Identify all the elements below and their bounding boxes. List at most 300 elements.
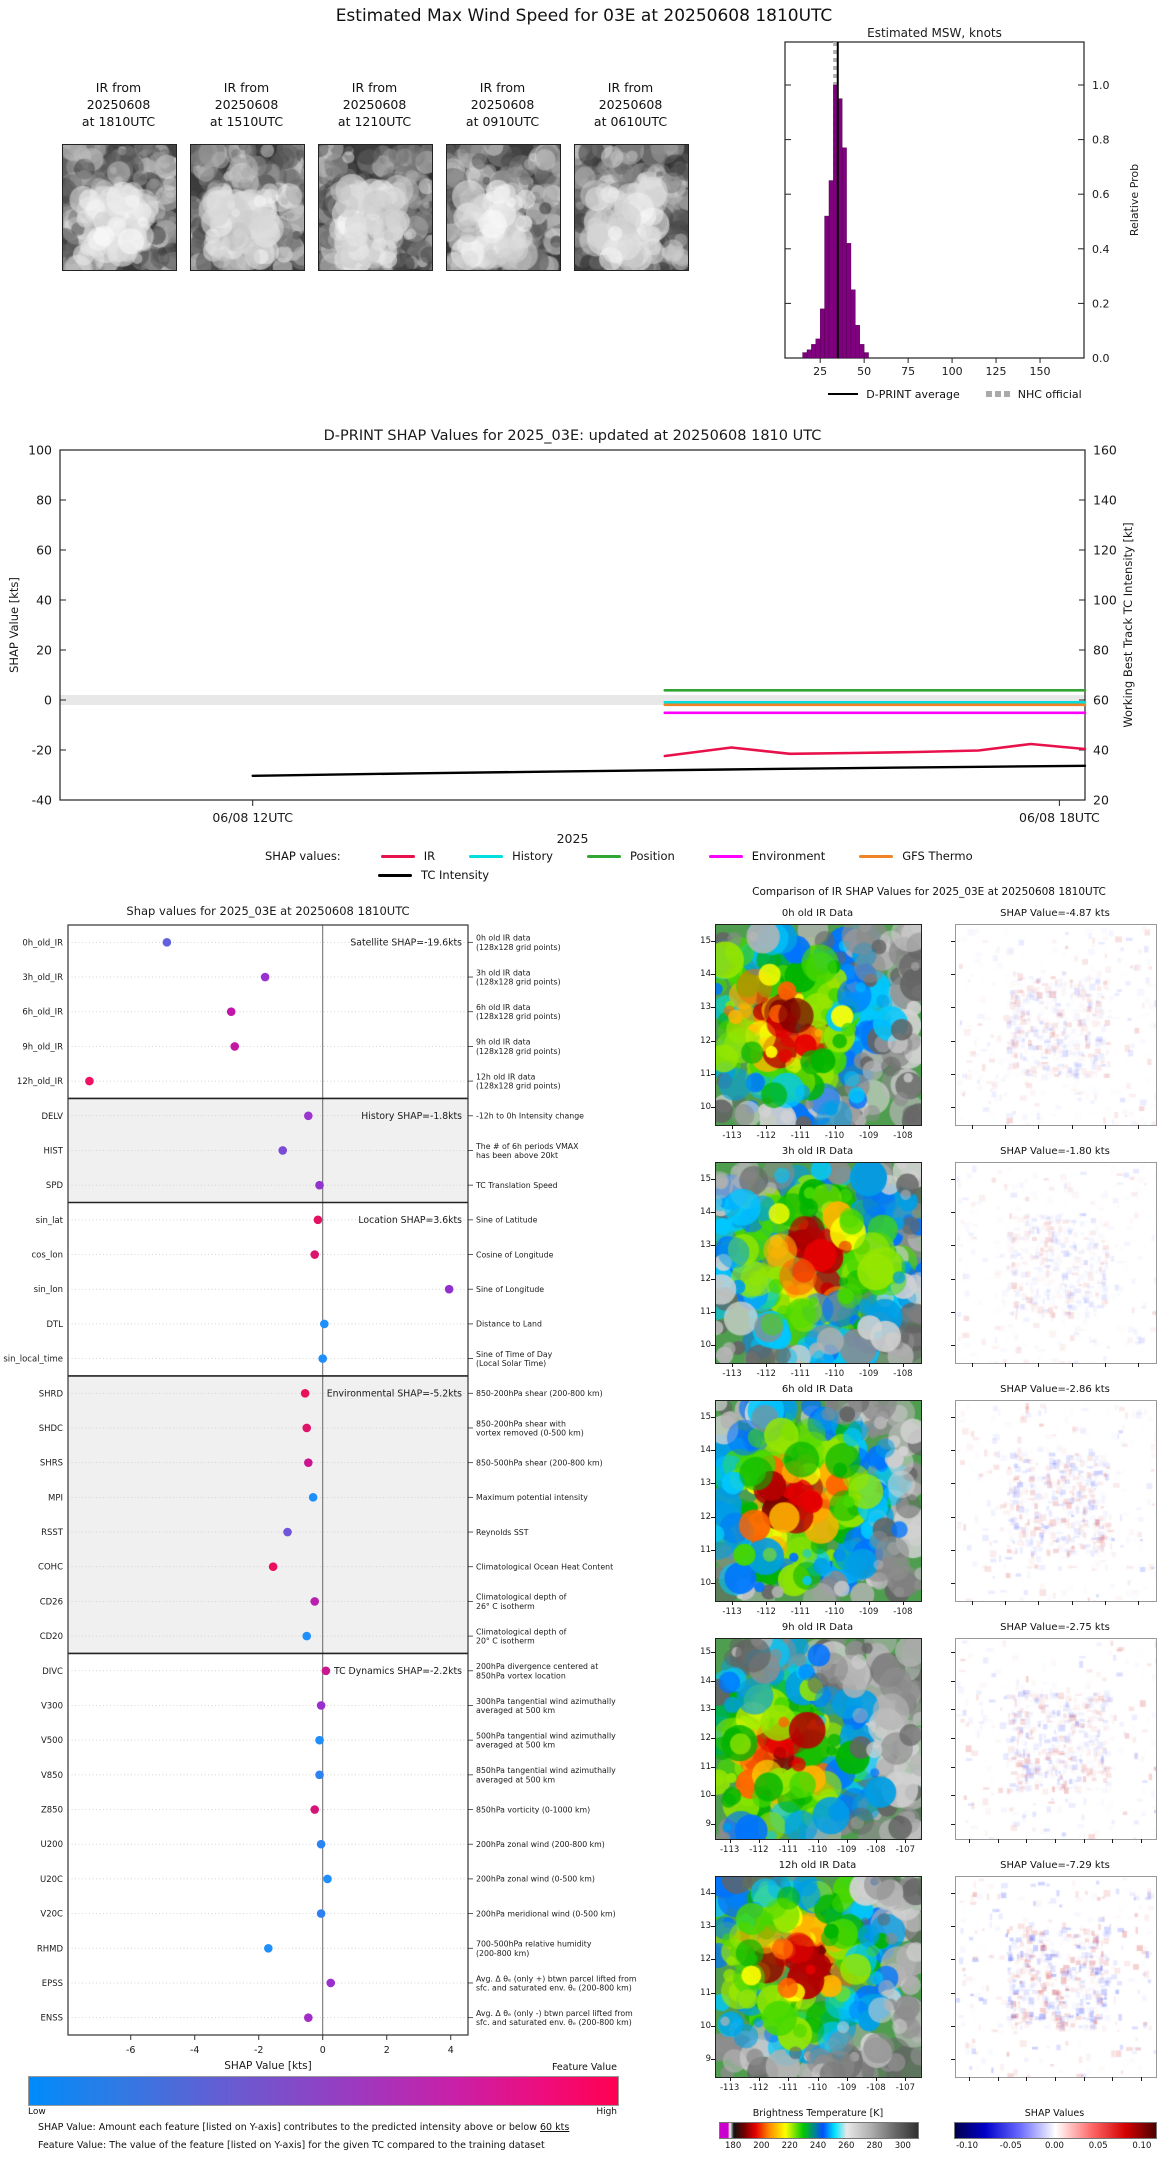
shap-xtick-mark — [1084, 1839, 1085, 1843]
ir-xtick-label: -113 — [722, 1607, 742, 1617]
ir-xtick-mark — [732, 1363, 733, 1367]
feature-dot-12h_old_IR — [85, 1077, 94, 1086]
feature-dot-HIST — [278, 1146, 287, 1155]
ir-xtick-mark — [903, 1363, 904, 1367]
nhc-dash-square — [1004, 391, 1010, 397]
x-tick-label: 100 — [941, 365, 963, 378]
x-tick-label: -4 — [189, 2045, 200, 2056]
feature-label-V850: V850 — [40, 1770, 63, 1781]
ir-panel-title: 9h old IR Data — [781, 1622, 854, 1633]
ir-panel-title: 12h old IR Data — [778, 1860, 857, 1871]
feature-desc-sin_lat: Sine of Latitude — [476, 1215, 538, 1225]
section-label: Location SHAP=3.6kts — [358, 1214, 462, 1226]
shap-cb-tick-label: 0.05 — [1088, 2141, 1108, 2151]
bt-colorbar — [719, 2122, 919, 2139]
feature-dot-U20C — [323, 1875, 332, 1884]
shap-xtick-mark — [969, 2077, 970, 2081]
shap-ytick-mark — [951, 1824, 955, 1825]
series-tc-intensity — [253, 766, 1085, 776]
ir-xtick-mark — [800, 1601, 801, 1605]
ir-thumb-label — [318, 80, 431, 131]
y-tick-label: 0.0 — [1092, 352, 1110, 365]
shap-ytick-mark — [951, 1007, 955, 1008]
shap-xtick-mark — [998, 1839, 999, 1843]
section-shading — [68, 1376, 468, 1654]
feature-dot-DTL — [320, 1320, 329, 1329]
ir-xtick-label: -113 — [722, 1131, 742, 1141]
feature-label-DIVC: DIVC — [42, 1666, 63, 1677]
ir-ytick-label: 11 — [700, 1307, 711, 1317]
ir-ytick-mark — [711, 1041, 715, 1042]
ir-ytick-mark — [711, 1550, 715, 1551]
ir-ytick-label: 10 — [700, 1790, 711, 1801]
ir-ytick-label: 12 — [700, 1511, 711, 1522]
histogram-legend — [745, 386, 1165, 402]
shap-ytick-mark — [951, 1074, 955, 1075]
y-tick-label-left: 40 — [36, 592, 52, 608]
histogram-svg — [740, 25, 1168, 385]
ir-ytick-mark — [711, 1245, 715, 1246]
feature-dot-sin_local_time — [318, 1354, 327, 1363]
feature-desc-V20C: 200hPa meridional wind (0-500 km) — [476, 1909, 616, 1919]
ir-ytick-mark — [711, 1074, 715, 1075]
ir-xtick-label: -110 — [824, 1131, 845, 1141]
shap-timeseries-chart — [0, 425, 1168, 845]
ir-xtick-mark — [788, 1839, 789, 1843]
ir-data-heatmap — [715, 924, 922, 1126]
legend-entry-gfs-thermo — [859, 849, 972, 863]
ir-ytick-mark — [711, 1926, 715, 1927]
dotplot-title: Shap values for 2025_03E at 20250608 1810UTC — [126, 904, 410, 918]
feature-desc-DIVC: 200hPa divergence centered at 850hPa vortex location — [476, 1662, 599, 1681]
shap-ytick-mark — [951, 1517, 955, 1518]
y-tick-label: 0.6 — [1092, 188, 1110, 202]
bt-tick-label: 280 — [866, 2141, 883, 2151]
page-title: Estimated Max Wind Speed for 03E at 20250608 1810UTC — [335, 6, 833, 26]
ir-xtick-mark — [847, 2077, 848, 2081]
ir-xtick-mark — [876, 2077, 877, 2081]
shap-xtick-mark — [1038, 1125, 1039, 1129]
shap-ytick-mark — [951, 1652, 955, 1653]
shap-ytick-mark — [951, 1279, 955, 1280]
feature-desc-HIST: The # of 6h periods VMAX has been above 20kt — [476, 1141, 579, 1160]
ir-ytick-label: 12 — [700, 1273, 711, 1284]
shap-ytick-mark — [951, 1483, 955, 1484]
shap-xtick-mark — [1005, 1363, 1006, 1367]
feature-desc-COHC: Climatological Ocean Heat Content — [476, 1562, 614, 1572]
shap-ytick-mark — [951, 1583, 955, 1584]
legend-swatch — [709, 855, 743, 858]
ir-ytick-mark — [711, 1681, 715, 1682]
shap-xtick-mark — [1084, 2077, 1085, 2081]
x-tick-label: 75 — [901, 365, 916, 378]
feature-dot-RHMD — [264, 1944, 273, 1953]
y-tick-label-left: -20 — [31, 742, 52, 758]
shap-xtick-mark — [972, 1601, 973, 1605]
y-tick-label-left: 80 — [36, 492, 52, 508]
shap-ytick-mark — [951, 1041, 955, 1042]
ir-xtick-label: -111 — [778, 1845, 798, 1855]
x-tick-label: -6 — [125, 2045, 136, 2056]
feature-desc-Z850: 850hPa vorticity (0-1000 km) — [476, 1805, 591, 1815]
legend-label: NHC official — [1017, 387, 1082, 401]
feature-dot-cos_lon — [310, 1250, 319, 1259]
ir-ytick-label: 13 — [700, 1240, 711, 1251]
legend-entry-nhc — [986, 388, 1082, 401]
y-tick-label-left: -40 — [31, 792, 52, 808]
shap-xtick-mark — [1105, 1363, 1106, 1367]
feature-label-SHDC: SHDC — [38, 1423, 63, 1434]
feature-dot-0h_old_IR — [163, 938, 172, 947]
ir-thumb-label-line: IR from — [607, 80, 654, 95]
feature-dot-U200 — [317, 1840, 326, 1849]
ir-thumb-label-line: 20250608 — [342, 96, 407, 112]
ir-ytick-label: 15 — [700, 1647, 711, 1658]
shap-xtick-mark — [1141, 2077, 1142, 2081]
shap-panel-title: SHAP Value=-2.75 kts — [1000, 1622, 1110, 1633]
ir-ytick-label: 10 — [700, 1578, 711, 1589]
shap-xtick-mark — [1105, 1601, 1106, 1605]
feature-dot-SHRS — [304, 1458, 313, 1467]
ir-ytick-mark — [711, 1450, 715, 1451]
y-tick-label: 0.2 — [1092, 297, 1110, 311]
shap-xtick-mark — [1138, 1601, 1139, 1605]
shap-ytick-mark — [951, 1738, 955, 1739]
ir-ytick-label: 13 — [700, 1002, 711, 1013]
ir-thumb-label-line: at 0910UTC — [465, 113, 540, 129]
feature-dot-sin_lon — [445, 1285, 454, 1294]
feature-label-V500: V500 — [40, 1736, 63, 1747]
y-tick-label-left: 60 — [36, 542, 52, 558]
feature-desc-CD26: Climatological depth of 26° C isotherm — [476, 1592, 567, 1611]
bt-tick-label: 260 — [838, 2141, 855, 2151]
ir-thumbnail-image — [62, 144, 177, 271]
ir-ytick-mark — [711, 1179, 715, 1180]
shap-values-heatmap — [955, 1162, 1157, 1364]
feature-desc-V500: 500hPa tangential wind azimuthally averaged at 500 km — [476, 1731, 616, 1750]
feature-dot-DIVC — [322, 1666, 331, 1675]
feature-dot-V500 — [315, 1736, 324, 1745]
y-tick-label-right: 160 — [1093, 442, 1117, 458]
ir-xtick-label: -112 — [749, 1845, 769, 1855]
shap-xtick-mark — [1026, 1839, 1027, 1843]
feature-shap-dotplot — [0, 895, 710, 2080]
ir-ytick-mark — [711, 1652, 715, 1653]
ir-thumb-label-line: at 1510UTC — [209, 113, 284, 129]
shap-panel-title: SHAP Value=-7.29 kts — [1000, 1860, 1110, 1871]
shap-xtick-mark — [1005, 1125, 1006, 1129]
ir-xtick-label: -108 — [866, 2083, 886, 2093]
feature-label-sin_local_time: sin_local_time — [3, 1354, 63, 1365]
ir-ytick-mark — [711, 941, 715, 942]
dotplot-svg — [0, 895, 710, 2080]
ir-ytick-label: 11 — [700, 1761, 711, 1772]
ir-xtick-mark — [800, 1125, 801, 1129]
footnote-shap-prefix: SHAP Value: Amount each feature [listed on Y-axis] contributes to the predicted intensity above or below — [38, 2122, 540, 2133]
ir-ytick-mark — [711, 1312, 715, 1313]
ir-ytick-label: 10 — [700, 2021, 711, 2031]
feature-label-CD26: CD26 — [39, 1597, 63, 1608]
feature-desc-DELV: -12h to 0h Intensity change — [476, 1111, 584, 1121]
shap-ytick-mark — [951, 1450, 955, 1451]
timeseries-frame — [60, 450, 1085, 800]
feature-dot-9h_old_IR — [230, 1042, 239, 1051]
ir-xtick-mark — [818, 2077, 819, 2081]
feature-label-cos_lon: cos_lon — [31, 1250, 63, 1261]
dotplot-xlabel: SHAP Value [kts] — [224, 2060, 312, 2072]
feature-dot-6h_old_IR — [227, 1007, 236, 1016]
x-tick-label: 2 — [383, 2045, 390, 2056]
ir-thumb-label-line: 20250608 — [598, 96, 663, 112]
ir-ytick-label: 12 — [700, 1954, 711, 1965]
legend-swatch — [859, 855, 893, 858]
ir-xtick-mark — [766, 1125, 767, 1129]
ir-ytick-label: 13 — [700, 1921, 711, 1931]
timeseries-xlabel: 2025 — [556, 831, 589, 845]
feature-label-RSST: RSST — [41, 1528, 63, 1539]
feature-label-9h_old_IR: 9h_old_IR — [22, 1042, 63, 1053]
ir-data-heatmap — [715, 1162, 922, 1364]
shap-cb-tick-label: 0.00 — [1045, 2141, 1064, 2151]
feature-dot-RSST — [283, 1528, 292, 1537]
bt-tick-label: 200 — [753, 2141, 770, 2151]
y-tick-label-right: 60 — [1093, 692, 1109, 708]
y-tick-label-left: 0 — [44, 692, 52, 708]
feature-desc-RHMD: 700-500hPa relative humidity (200-800 km) — [476, 1939, 592, 1958]
histogram-bar — [847, 243, 851, 358]
ir-xtick-label: -111 — [790, 1369, 811, 1379]
feature-dot-MPI — [309, 1493, 318, 1502]
shap-ytick-mark — [951, 974, 955, 975]
shap-xtick-mark — [1072, 1601, 1073, 1605]
ir-ytick-label: 13 — [700, 1704, 711, 1715]
ir-data-heatmap — [715, 1400, 922, 1602]
x-tick-label: 25 — [813, 365, 828, 378]
feature-label-RHMD: RHMD — [36, 1944, 63, 1955]
histogram-bar — [811, 344, 815, 358]
ir-ytick-mark — [711, 1483, 715, 1484]
ir-xtick-mark — [905, 2077, 906, 2081]
feature-dot-V20C — [317, 1909, 326, 1918]
feature-desc-SHRS: 850-500hPa shear (200-800 km) — [476, 1458, 603, 1468]
ir-ytick-label: 15 — [700, 935, 711, 946]
ir-thumb-label-line: IR from — [351, 80, 398, 95]
x-tick-label: 06/08 12UTC — [212, 810, 294, 825]
feature-dot-V850 — [315, 1771, 324, 1780]
shap-ytick-mark — [951, 1550, 955, 1551]
nhc-dash-square — [995, 391, 1001, 397]
feature-dot-DELV — [304, 1111, 313, 1120]
ir-ytick-label: 15 — [700, 1173, 711, 1184]
x-tick-label: -2 — [253, 2045, 264, 2056]
ir-xtick-label: -109 — [837, 1845, 857, 1855]
shap-xtick-mark — [972, 1125, 973, 1129]
ir-xtick-mark — [905, 1839, 906, 1843]
feature-label-U20C: U20C — [40, 1874, 63, 1885]
legend-label: Position — [630, 849, 675, 863]
ir-ytick-mark — [711, 2059, 715, 2060]
timeseries-svg — [0, 425, 1168, 845]
ir-ytick-mark — [711, 1107, 715, 1108]
ir-ytick-label: 11 — [700, 1069, 711, 1079]
shap-xtick-mark — [1138, 1363, 1139, 1367]
histogram-bar — [855, 325, 859, 358]
ir-ytick-mark — [711, 1279, 715, 1280]
histogram-bar — [807, 350, 811, 358]
feature-desc-SHDC: 850-200hPa shear with vortex removed (0-500 km) — [476, 1419, 584, 1438]
feature-desc-SHRD: 850-200hPa shear (200-800 km) — [476, 1389, 603, 1399]
feature-label-ENSS: ENSS — [40, 2013, 63, 2024]
shap-xtick-mark — [1038, 1363, 1039, 1367]
histogram-bar — [851, 290, 855, 358]
ir-xtick-label: -107 — [895, 2083, 915, 2093]
ir-xtick-mark — [766, 1601, 767, 1605]
x-tick-label: 150 — [1029, 365, 1051, 378]
feature-label-3h_old_IR: 3h_old_IR — [22, 973, 63, 984]
feature-desc-0h_old_IR: 0h old IR data (128x128 grid points) — [476, 933, 561, 952]
feature-label-U200: U200 — [40, 1840, 63, 1851]
feature-desc-12h_old_IR: 12h old IR data (128x128 grid points) — [476, 1072, 561, 1091]
bt-tick-label: 220 — [781, 2141, 798, 2151]
shap-xtick-mark — [998, 2077, 999, 2081]
shap-values-heatmap — [955, 1876, 1157, 2078]
ir-thumbnail-image — [574, 144, 689, 271]
ir-ytick-label: 9 — [705, 2054, 711, 2065]
shap-panel-title: SHAP Value=-1.80 kts — [1000, 1146, 1110, 1157]
ir-thumb-label-line: IR from — [95, 80, 142, 95]
shap-xtick-mark — [1055, 1839, 1056, 1843]
y-tick-label-right: 120 — [1093, 542, 1117, 558]
ir-ytick-label: 14 — [700, 1207, 711, 1217]
timeseries-legend-row1 — [265, 849, 1007, 863]
y-tick-label-right: 40 — [1093, 742, 1109, 758]
ir-xtick-label: -112 — [756, 1131, 776, 1141]
nhc-dash-swatch — [986, 391, 1010, 397]
ir-thumbnail-image — [446, 144, 561, 271]
legend-label: GFS Thermo — [902, 849, 973, 863]
ir-thumb-label-line: IR from — [479, 80, 526, 95]
shap-ytick-mark — [951, 1709, 955, 1710]
x-tick-label: 125 — [985, 365, 1007, 378]
shap-ytick-mark — [951, 1893, 955, 1894]
ir-ytick-mark — [711, 1767, 715, 1768]
shap-ytick-mark — [951, 1312, 955, 1313]
legend-label: TC Intensity — [421, 868, 490, 882]
feature-desc-U200: 200hPa zonal wind (200-800 km) — [476, 1840, 605, 1850]
x-tick-label: 50 — [857, 365, 872, 378]
shap-ytick-mark — [951, 1212, 955, 1213]
shap-xtick-mark — [1112, 1839, 1113, 1843]
ir-ytick-mark — [711, 2026, 715, 2027]
legend-label: Environment — [751, 849, 826, 863]
shap-xtick-mark — [1112, 2077, 1113, 2081]
shap-xtick-mark — [1026, 2077, 1027, 2081]
ir-xtick-label: -108 — [866, 1845, 886, 1855]
feature-label-EPSS: EPSS — [41, 1978, 63, 1989]
histogram-bar — [829, 181, 833, 358]
ir-xtick-label: -111 — [790, 1607, 811, 1617]
x-tick-label: 06/08 18UTC — [1019, 810, 1100, 825]
feature-label-COHC: COHC — [38, 1562, 63, 1573]
shap-ytick-mark — [951, 941, 955, 942]
legend-entry-position — [587, 849, 675, 863]
legend-entry-environment — [709, 849, 825, 863]
y-tick-label-left: 100 — [28, 442, 52, 458]
shap-xtick-mark — [1055, 2077, 1056, 2081]
ir-ytick-label: 12 — [700, 1035, 711, 1046]
ir-xtick-mark — [732, 1125, 733, 1129]
ir-xtick-label: -111 — [778, 2083, 798, 2093]
ir-xtick-mark — [876, 1839, 877, 1843]
ir-ytick-mark — [711, 1795, 715, 1796]
feature-dot-COHC — [269, 1562, 278, 1571]
feature-desc-EPSS: Avg. Δ θₑ (only +) btwn parcel lifted from sfc. and saturated env. θₑ (200-800 km) — [476, 1974, 637, 1993]
msw-histogram-chart — [740, 25, 1168, 385]
ir-xtick-mark — [869, 1125, 870, 1129]
ir-ytick-mark — [711, 1212, 715, 1213]
ir-xtick-label: -109 — [837, 2083, 857, 2093]
ir-xtick-label: -113 — [719, 2083, 740, 2093]
feature-label-Z850: Z850 — [40, 1805, 63, 1816]
feature-label-V300: V300 — [40, 1701, 63, 1712]
ir-xtick-mark — [766, 1363, 767, 1367]
feature-value-low-label: Low — [28, 2107, 46, 2117]
ir-ytick-label: 11 — [700, 1987, 711, 1998]
feature-desc-3h_old_IR: 3h old IR data (128x128 grid points) — [476, 968, 561, 987]
ir-data-heatmap — [715, 1638, 922, 1840]
ir-xtick-mark — [903, 1125, 904, 1129]
y-tick-label-right: 80 — [1093, 642, 1109, 658]
legend-label: IR — [423, 849, 436, 863]
ir-xtick-label: -112 — [749, 2083, 769, 2093]
feature-label-sin_lat: sin_lat — [35, 1215, 63, 1226]
ir-thumb-label-line: at 0610UTC — [593, 113, 668, 129]
ir-xtick-mark — [759, 2077, 760, 2081]
shap-colorbar — [954, 2122, 1157, 2139]
histogram-title: Estimated MSW, knots — [867, 26, 1002, 40]
ir-xtick-label: -109 — [859, 1131, 879, 1141]
x-tick-label: 4 — [447, 2045, 454, 2056]
ir-xtick-mark — [903, 1601, 904, 1605]
feature-value-high-label: High — [596, 2107, 617, 2117]
timeseries-ylabel-left: SHAP Value [kts] — [7, 577, 21, 673]
y-tick-label: 0.4 — [1092, 242, 1110, 256]
shap-ytick-mark — [951, 1417, 955, 1418]
feature-desc-9h_old_IR: 9h old IR data (128x128 grid points) — [476, 1037, 561, 1056]
ir-thumb-label-line: 20250608 — [86, 96, 151, 112]
shap-xtick-mark — [1005, 1601, 1006, 1605]
ir-ytick-mark — [711, 1517, 715, 1518]
comparison-header: Comparison of IR SHAP Values for 2025_03E at 20250608 1810UTC — [752, 886, 1106, 898]
ir-xtick-mark — [800, 1363, 801, 1367]
ir-ytick-mark — [711, 1583, 715, 1584]
ir-xtick-label: -107 — [895, 1845, 915, 1855]
shap-colorbar-title: SHAP Values — [1024, 2108, 1085, 2119]
feature-dot-SPD — [315, 1181, 324, 1190]
histogram-bar — [825, 216, 829, 358]
shap-ytick-mark — [951, 1179, 955, 1180]
shap-ytick-mark — [951, 1681, 955, 1682]
nhc-dash-square — [986, 391, 992, 397]
ir-thumb-label — [446, 80, 559, 131]
shap-cb-tick-label: -0.05 — [999, 2141, 1022, 2151]
ir-thumb-label-line: 20250608 — [214, 96, 279, 112]
y-tick-label-left: 20 — [36, 642, 52, 658]
shap-ytick-mark — [951, 1959, 955, 1960]
ir-data-heatmap — [715, 1876, 922, 2078]
feature-dot-CD20 — [302, 1632, 311, 1641]
ir-xtick-mark — [835, 1125, 836, 1129]
